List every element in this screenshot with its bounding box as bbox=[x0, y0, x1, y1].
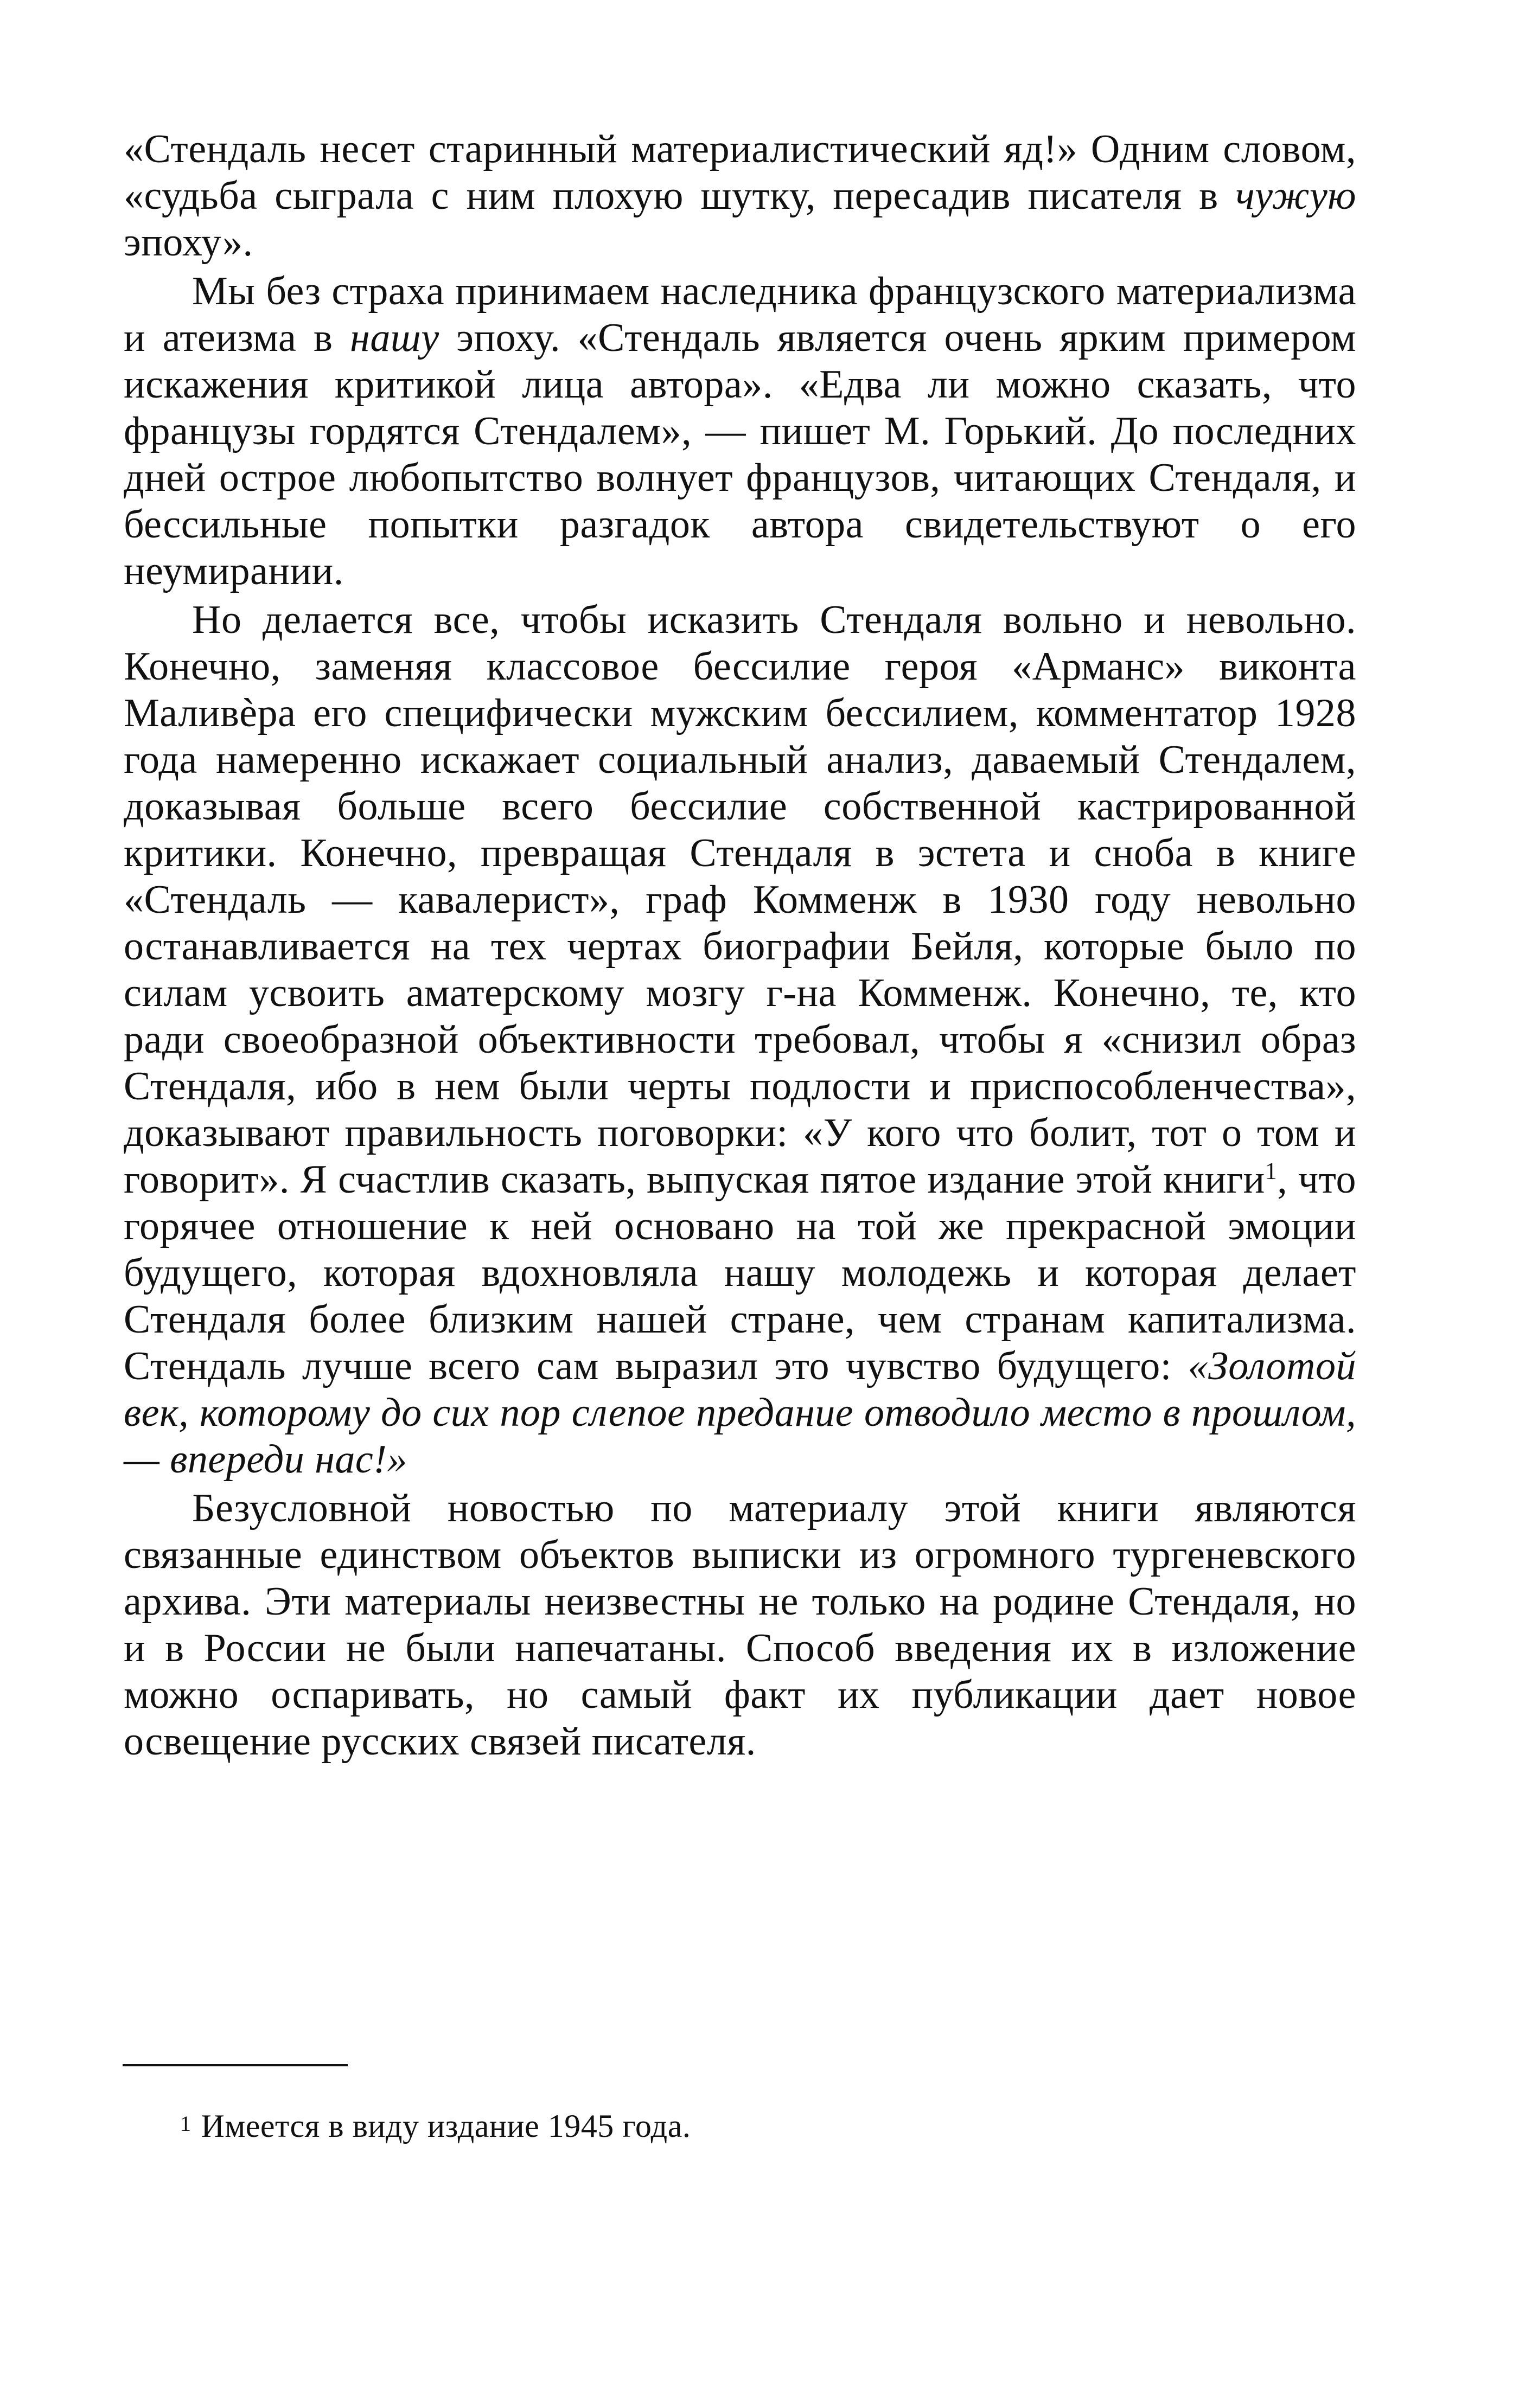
italic-text: нашу bbox=[350, 316, 439, 360]
text-run: «Стендаль несет старинный материалистический яд!» Одним словом, «судьба сыграла с ним плохую шутку, пересадив писателя в bbox=[124, 127, 1356, 218]
text-run: Безусловной новостью по материалу этой книги являются связанные единством объектов выписки из огромного тургеневского архива. Эти материалы неизвестны не только на родине Стендаля, но и в России не были напечатаны. Способ введения их в изложение можно оспаривать, но самый факт их публикации дает новое освещение русских связей писателя. bbox=[124, 1486, 1356, 1764]
text-run: эпоху. «Стендаль является очень ярким примером искажения критикой лица автора». «Едва ли можно сказать, что французы гордятся Стендалем», — пишет М. Горький. До последних дней острое любопытство волнует французов, читающих Стендаля, и бессильные попытки разгадок автора свидетельствуют о его неумирании. bbox=[124, 316, 1356, 593]
paragraph-4 bbox=[124, 1485, 1356, 1765]
footnote-mark: 1 bbox=[180, 2111, 192, 2136]
text-run: Но делается все, чтобы исказить Стендаля вольно и невольно. Конечно, заменяя классовое бессилие героя «Арманс» виконта Маливѐра его специфически мужским бессилием, комментатор 1928 года намеренно искажает социальный анализ, даваемый Стендалем, доказывая больше всего бессилие собственной кастрированной критики. Конечно, превращая Стендаля в эстета и сноба в книге «Стендаль — кавалерист», граф Комменж в 1930 году невольно останавливается на тех чертах биографии Бейля, которые было по силам усвоить аматерскому мозгу г-на Комменж. Конечно, те, кто ради своеобразной объективности требовал, чтобы я «снизил образ Стендаля, ибо в нем были черты подлости и приспособленчества», доказывают правильность поговорки: «У кого что болит, тот о том и говорит». Я счастлив сказать, выпуская пятое издание этой книги bbox=[124, 598, 1356, 1202]
paragraph-2 bbox=[124, 268, 1356, 594]
paragraph-1 bbox=[124, 126, 1356, 266]
footnote-divider bbox=[123, 2064, 348, 2066]
body-text bbox=[124, 126, 1356, 1765]
footnote-reference: 1 bbox=[1265, 1157, 1278, 1184]
paragraph-3 bbox=[124, 597, 1356, 1483]
italic-text: чужую bbox=[1235, 174, 1356, 218]
text-run: Мы без страха принимаем наследника французского материализма и атеизма в bbox=[124, 269, 1356, 360]
footnote-text: Имеется в виду издание 1945 года. bbox=[201, 2108, 691, 2144]
footnote bbox=[180, 2106, 691, 2146]
text-run: эпоху». bbox=[124, 220, 253, 265]
text-run: , что горячее отношение к ней основано на той же прекрасной эмоции будущего, которая вдохновляла нашу молодежь и которая делает Стендаля более близким нашей стране, чем странам капитализма. Стендаль лучше всего сам выразил это чувство будущего: bbox=[124, 1157, 1356, 1388]
italic-text: «Золотой век, которому до сих пор слепое предание отводило место в прошлом, — впереди нас!» bbox=[124, 1344, 1356, 1482]
